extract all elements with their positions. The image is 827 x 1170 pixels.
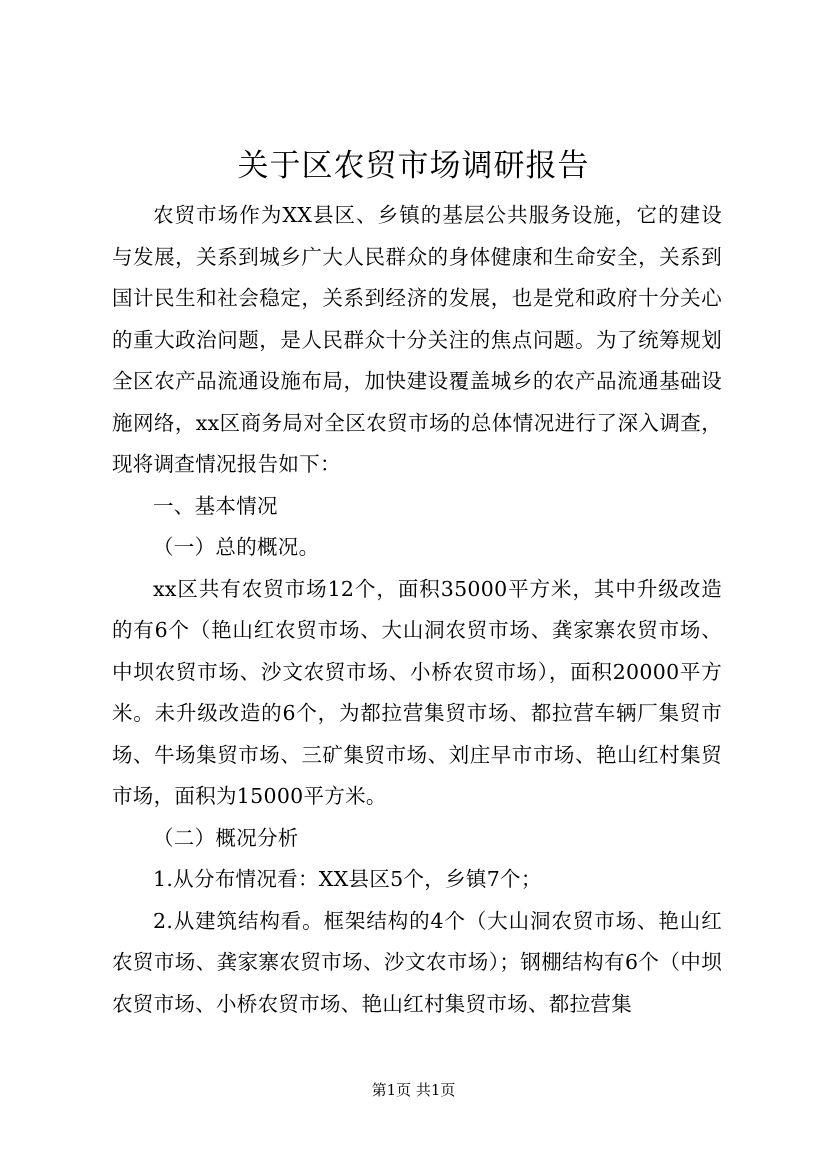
document-body [112,195,722,1025]
paragraph-overview: xx区共有农贸市场12个，面积35000平方米，其中升级改造的有6个（艳山红农贸市场、大山洞农贸市场、龚家寨农贸市场、中坝农贸市场、沙文农贸市场、小桥农贸市场），面积20000平方米。未升级改造的6个，为都拉营集贸市场、都拉营车辆厂集贸市场、牛场集贸市场、三矿集贸市场、刘庄早市市场、艳山红村集贸市场，面积为15000平方米。 [112,576,722,808]
page-footer: 第1页 共1页 [371,1081,456,1099]
subheading-overview: （一）总的概况。 [153,535,320,559]
document-title: 关于区农贸市场调研报告 [237,148,590,184]
subheading-analysis: （二）概况分析 [153,825,299,850]
paragraph-intro: 农贸市场作为XX县区、乡镇的基层公共服务设施，它的建设与发展，关系到城乡广大人民群众的身体健康和生命安全，关系到国计民生和社会稳定，关系到经济的发展，也是党和政府十分关心的重大政治问题，是人民群众十分关注的焦点问题。为了统筹规划全区农产品流通设施布局，加快建设覆盖城乡的农产品流通基础设施网络，xx区商务局对全区农贸市场的总体情况进行了深入调查，现将调查情况报告如下： [112,203,722,476]
paragraph-distribution: 1.从分布情况看：XX县区5个，乡镇7个； [153,867,542,891]
paragraph-structure: 2.从建筑结构看。框架结构的4个（大山洞农贸市场、艳山红农贸市场、龚家寨农贸市场、沙文农市场）；钢棚结构有6个（中坝农贸市场、小桥农贸市场、艳山红村集贸市场、都拉营集 [112,908,722,1016]
heading-basic-situation: 一、基本情况 [153,493,278,518]
